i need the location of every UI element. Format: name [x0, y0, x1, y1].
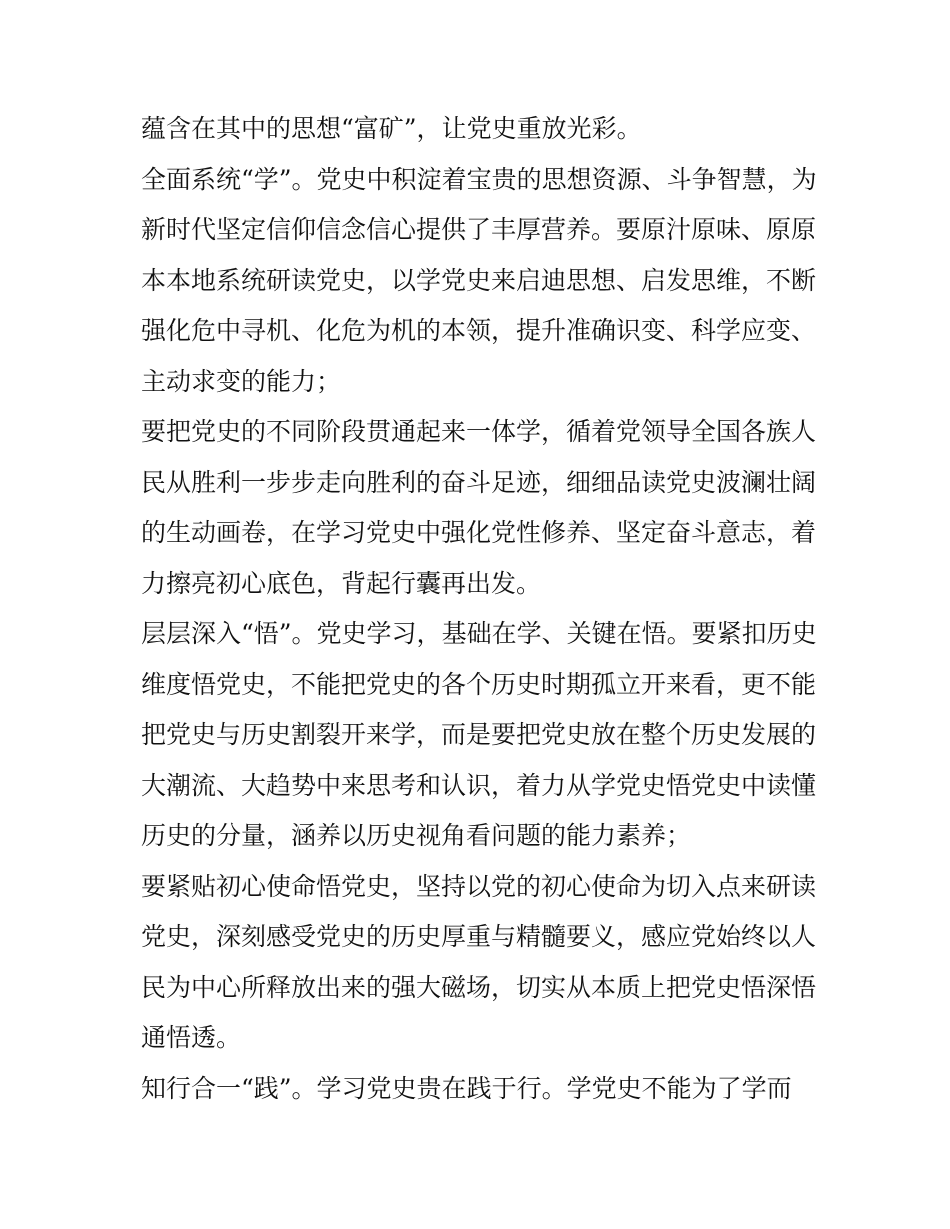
text-line: 新时代坚定信仰信念信心提供了丰厚营养。要原汁原味、原原	[141, 215, 817, 244]
text-line: 层层深入“悟”。党史学习，基础在学、关键在悟。要紧扣历史	[141, 619, 817, 648]
text-line: 党史，深刻感受党史的历史厚重与精髓要义，感应党始终以人	[141, 922, 817, 951]
text-line: 民从胜利一步步走向胜利的奋斗足迹，细细品读党史波澜壮阔	[141, 467, 817, 497]
text-line: 的生动画卷，在学习党史中强化党性修养、坚定奋斗意志，着	[141, 518, 817, 547]
text-line: 通悟透。	[141, 1023, 242, 1052]
text-line: 要把党史的不同阶段贯通起来一体学，循着党领导全国各族人	[141, 417, 817, 446]
text-line: 维度悟党史，不能把党史的各个历史时期孤立开来看，更不能	[141, 669, 817, 699]
text-line: 力擦亮初心底色，背起行囊再出发。	[141, 568, 542, 598]
text-line: 民为中心所释放出来的强大磁场，切实从本质上把党史悟深悟	[141, 972, 817, 1002]
text-line: 强化危中寻机、化危为机的本领，提升准确识变、科学应变、	[141, 316, 817, 345]
text-line: 要紧贴初心使命悟党史，坚持以党的初心使命为切入点来研读	[141, 871, 817, 901]
body-text	[141, 104, 821, 1114]
text-line: 蕴含在其中的思想“富矿”，让党史重放光彩。	[141, 114, 642, 143]
text-line: 大潮流、大趋势中来思考和认识，着力从学党史悟党史中读懂	[141, 770, 817, 800]
text-line: 把党史与历史割裂开来学，而是要把党史放在整个历史发展的	[141, 720, 817, 749]
text-line: 主动求变的能力；	[141, 366, 342, 396]
text-line: 全面系统“学”。党史中积淀着宝贵的思想资源、斗争智慧，为	[141, 164, 817, 194]
text-line: 历史的分量，涵养以历史视角看问题的能力素养；	[141, 821, 692, 850]
text-line: 知行合一“践”。学习党史贵在践于行。学党史不能为了学而	[141, 1073, 792, 1103]
text-line: 本本地系统研读党史，以学党史来启迪思想、启发思维，不断	[141, 265, 817, 295]
